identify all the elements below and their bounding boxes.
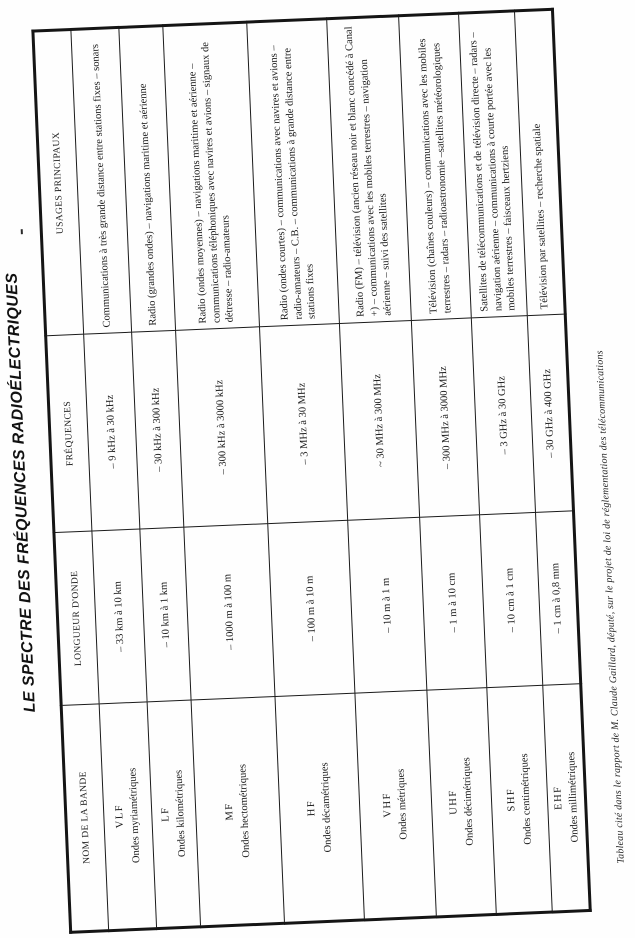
frequency-cell: – 3 MHz à 30 MHz [259,323,347,524]
wavelength-cell: – 1 m à 10 cm [420,515,487,690]
band-desc: Ondes millimétriques [565,751,581,843]
band-code: HF [306,799,318,817]
frequency-cell: – 300 MHz à 3000 MHz [411,318,479,518]
band-code: VLF [114,803,127,829]
wavelength-cell: – 10 cm à 1 cm [480,513,543,688]
frequency-cell: – 300 kHz à 3000 kHz [176,327,268,528]
usages-cell: Communications à très grande distance entre stations fixes – sonars [71,27,132,334]
usages-cell: Télévision (chaînes couleurs) – communications avec les mobiles terrestres – radars – radioastronomie –satellites météorologiques [399,13,472,320]
band-code: LF [160,806,172,822]
wavelength-cell: – 10 m à 1 m [348,518,427,693]
band-code: EHF [552,785,565,811]
usages-cell: Radio (FM) – télévision (ancien réseau noir et blanc concédé à Canal +) – communications avec les mobiles terrestres – navigation aérienne – suivi des satellites [327,16,412,324]
wavelength-cell: – 1 cm à 0,8 mm [536,511,581,685]
band-cell [543,684,590,913]
band-code: UHF [447,789,460,816]
band-code: SHF [505,787,518,812]
frequency-cell: – 30 kHz à 300 kHz [132,330,184,529]
wavelength-cell: – 10 km à 1 km [140,528,191,702]
usages-cell: Télévision par satellites – recherche spatiale [514,9,565,315]
column-header-usages: USAGES PRINCIPAUX [33,29,84,335]
frequency-cell: – 30 GHz à 400 GHz [527,314,573,513]
frequency-cell: ~ 30 MHz à 300 MHz [339,320,419,520]
page-title: LE SPECTRE DES FRÉQUENCES RADIOÉLECTRIQUES [3,272,39,713]
frequency-spectrum-table [31,8,591,934]
band-desc: Ondes décamétriques [319,762,335,853]
band-desc: Ondes kilométriques [173,769,189,858]
band-desc: Ondes métriques [395,768,410,840]
wavelength-cell: – 33 km à 10 km [92,529,147,703]
wavelength-cell: – 1000 m à 100 m [184,524,275,700]
band-cell [191,696,284,926]
wavelength-cell: – 100 m à 10 m [268,521,355,697]
column-header-wavelength: LONGUEUR D'ONDE [54,531,99,705]
band-desc: Ondes décimétriques [461,757,476,846]
scan-speck [21,229,23,234]
frequency-cell: – 9 kHz à 30 kHz [84,332,140,531]
band-desc: Ondes centimétriques [519,753,534,845]
band-code: VHF [381,791,395,818]
band-desc: Ondes hectométriques [237,763,253,858]
band-code: MF [224,802,236,821]
table-source-caption: Tableau cité dans le rapport de M. Claude Gaillard, député, sur le projet de loi de réglementation des télécommunications [594,350,627,864]
usages-cell: Radio (ondes courtes) – communications avec navires et avions – radio-amateurs – C.B. – communications à grande distance entre stations fixes [247,19,340,327]
band-cell [275,693,364,923]
column-header-frequency: FRÉQUENCES [46,334,92,533]
usages-cell: Radio (grandes ondes) – navigations maritime et aérienne [119,26,176,332]
usages-cell: Radio (ondes moyennes) – navigations maritime et aérienne – communications téléphoniques avec navires et avions – signaux de détresse – radio-amateurs [163,22,260,330]
band-cell [355,690,436,920]
usages-cell: Satellites de télécommunications et de télévision directe – radars – navigation aérienne – communications à courte portée avec les mobiles terrestres – faisceaux hertziens [459,11,528,318]
column-header-band: NOM DE LA BANDE [61,704,108,933]
band-desc: Ondes myriamétriques [127,767,143,864]
frequency-cell: – 3 GHz à 30 GHz [471,315,535,515]
band-cell [427,687,496,916]
band-cell [487,685,552,914]
